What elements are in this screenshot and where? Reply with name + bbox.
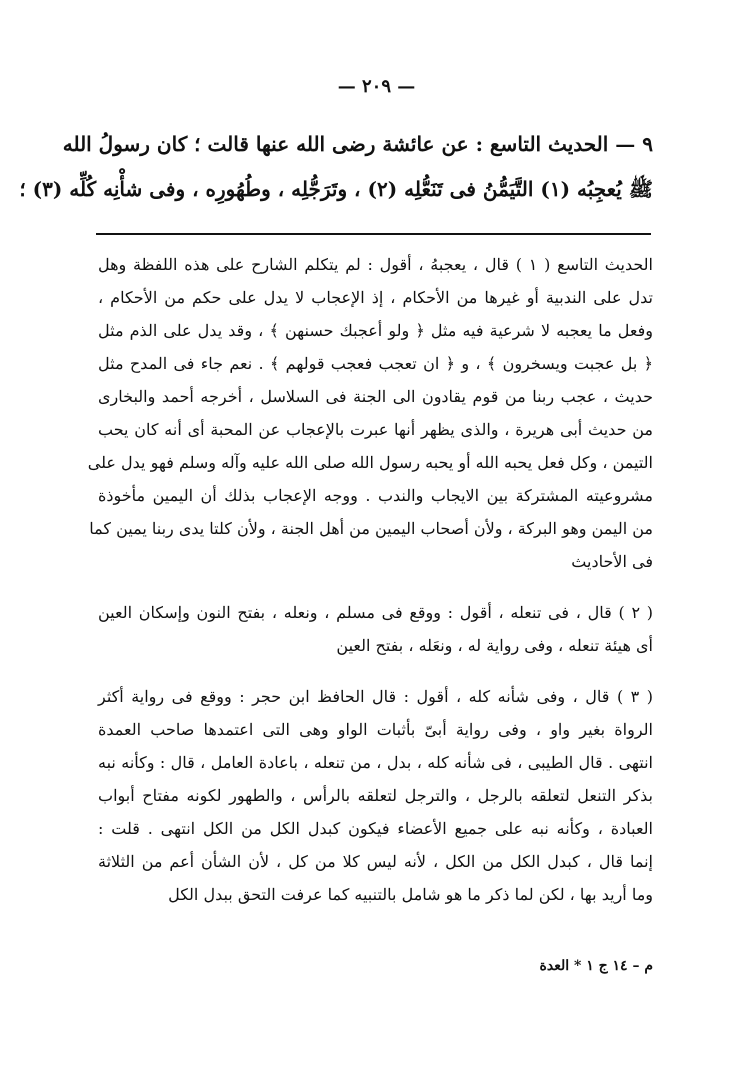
footnote-line: ﴿ بل عجبت ويسخرون ﴾ ، و ﴿ ان تعجب فعجب قولهم ﴾ . نعم جاء فى المدح مثل xyxy=(98,354,653,373)
footnote-2 xyxy=(98,596,653,662)
footnote-line: انتهى . قال الطيبى ، فى شأنه كله ، بدل ، من تنعله ، باعادة العامل ، قال : وكأنه نبه xyxy=(98,753,654,772)
footnote-line: أى هيئة تنعله ، وفى رواية له ، ونعَله ، بفتح العين xyxy=(336,636,653,655)
page-number: — ٢٠٩ — xyxy=(337,76,416,97)
footnote-line: مشروعيته المشتركة بين الايجاب والندب . ووجه الإعجاب بذلك أن اليمين مأخوذة xyxy=(98,486,653,505)
commentary xyxy=(87,248,654,923)
footnote-line: ( ٢ ) قال ، فى تنعله ، أقول : ووقع فى مسلم ، ونعله ، بفتح النون وإسكان العين xyxy=(98,603,653,622)
footnote-line: من اليمن وهو البركة ، ولأن أصحاب اليمين من أهل الجنة ، ولأن كلتا يدى ربنا يمين كما xyxy=(89,519,653,538)
footnote-line: بذكر التنعل لتعلقه بالرجل ، والترجل لتعلقه بالرأس ، والطهور لكونه مفتاح أبواب xyxy=(98,786,653,805)
hadith-line: ٩ — الحديث التاسع : عن عائشة رضى الله عنها قالت ؛ كان رسولُ الله xyxy=(62,132,653,156)
footnote-line: تدل على الندبية أو غيرها من الأحكام ، إذ الإعجاب لا يدل على حكم من الأحكام ، xyxy=(98,288,653,307)
footnote-line: حديث ، عجب ربنا من قوم يقادون الى الجنة فى السلاسل ، أخرجه أحمد والبخارى xyxy=(98,387,653,406)
footnote-divider xyxy=(96,233,651,235)
footnote-line: الحديث التاسع ( ١ ) قال ، يعجبهُ ، أقول : لم يتكلم الشارح على هذه اللفظة وهل xyxy=(98,255,654,274)
footnote-line: العبادة ، وكأنه نبه على جميع الأعضاء فيكون كبدل الكل من الكل انتهى . قلت : xyxy=(98,819,654,838)
footnote-line: الرواة بغير واو ، وفى رواية أبىّ بأثبات الواو وهى التى اعتمدها صاحب العمدة xyxy=(98,720,653,739)
signature-mark: م – ١٤ ج ١ * العدة xyxy=(539,958,653,974)
hadith-text xyxy=(19,122,653,212)
hadith-line: ﷺ يُعجِبُه (١) التَّيَمُّنُ فى تَنَعُّلِه (٢) ، وتَرَجُّلِه ، وطُهُورِه ، وفى شأْنِه كُلِّه (٣) ؛ xyxy=(19,177,653,201)
footnote-line: ( ٣ ) قال ، وفى شأنه كله ، أقول : قال الحافظ ابن حجر : ووقع فى رواية أكثر xyxy=(98,687,653,706)
footnote-line: وما أريد بها ، لكن لما ذكر ما هو شامل بالتنبيه كما عرفت التحق ببدل الكل xyxy=(168,885,653,904)
footnote-line: إنما قال ، كبدل الكل من الكل ، لأنه ليس كلا من كل ، لأن الشأن أعم من الثلاثة xyxy=(98,852,653,871)
footnote-line: فى الأحاديث xyxy=(571,552,653,571)
footnote-3 xyxy=(98,680,653,911)
footnote-1 xyxy=(87,248,654,578)
footnote-line: من حديث أبى هريرة ، والذى يظهر أنها عبرت بالإعجاب عن المحبة أى أنه كان يحب xyxy=(98,420,653,439)
footnote-line: التيمن ، وكل فعل يحبه الله أو يحبه رسول الله صلى الله عليه وآله وسلم فهو يدل على xyxy=(87,453,653,472)
footnote-line: وفعل ما يعجبه لا شرعية فيه مثل ﴿ ولو أعجبك حسنهن ﴾ ، وقد يدل على الذم مثل xyxy=(98,321,653,340)
